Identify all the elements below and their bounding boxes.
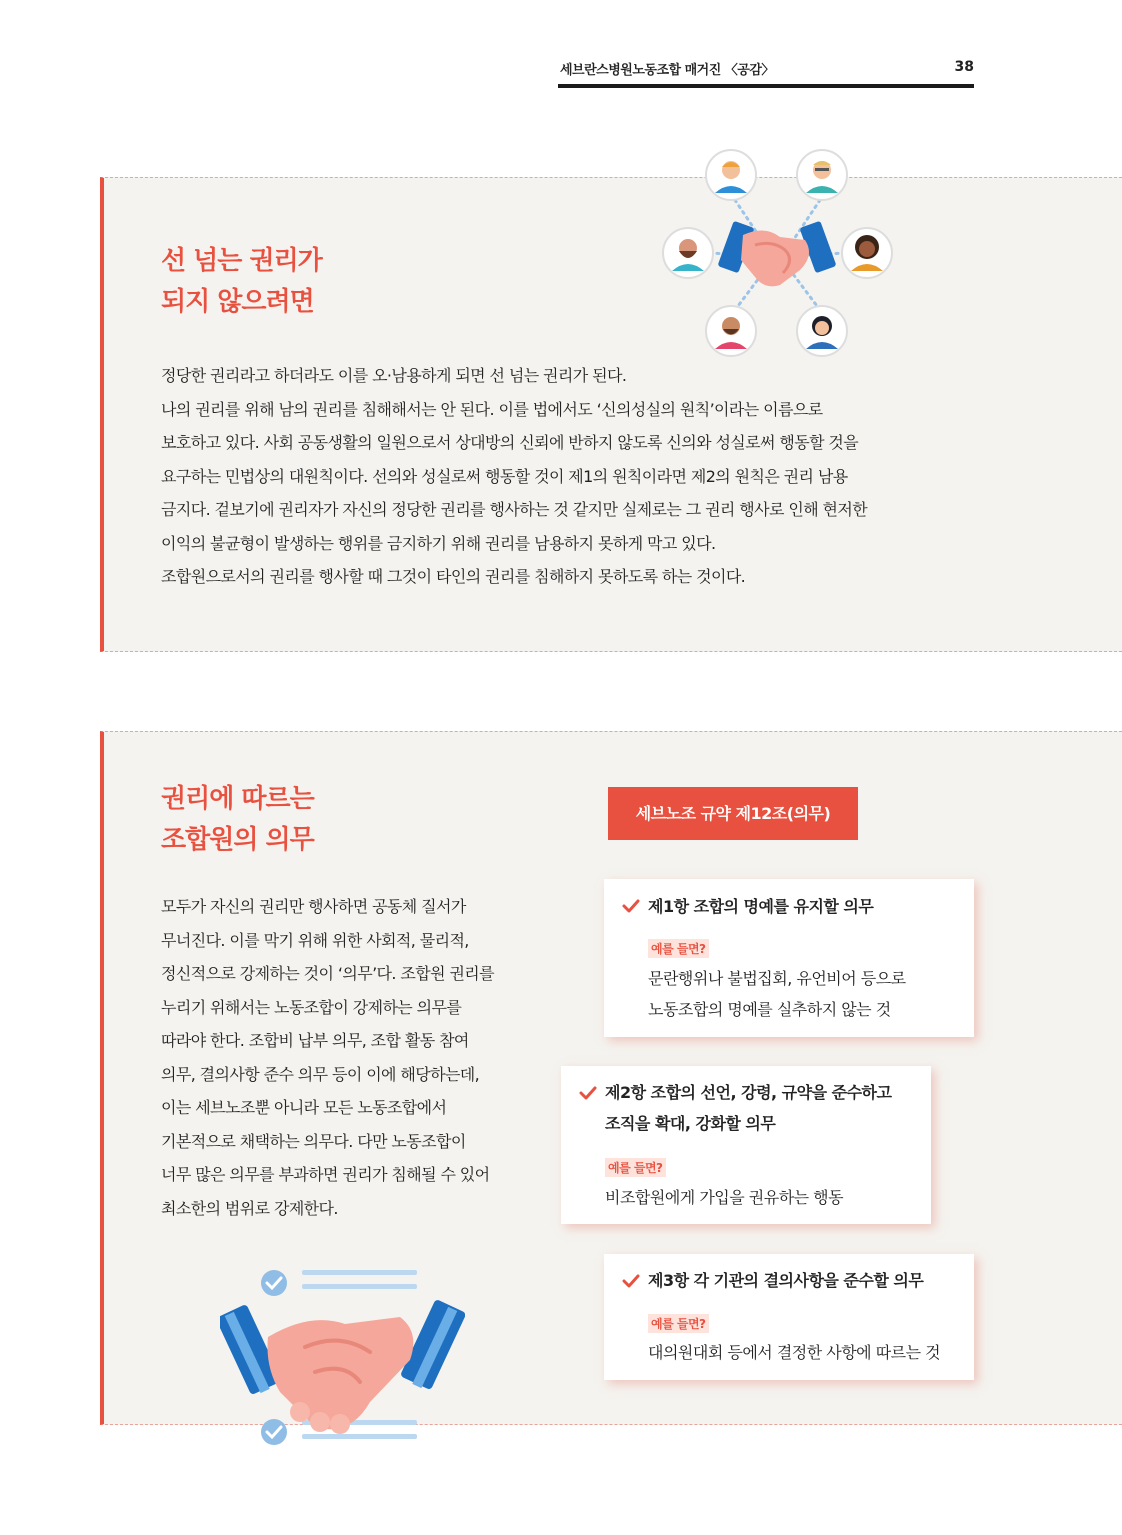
example-label: 예를 들면? (605, 1158, 666, 1177)
paragraph-line: 이익의 불균형이 발생하는 행위를 금지하기 위해 권리를 남용하지 못하게 막고 있다. (161, 533, 716, 553)
rule-article-tag: 세브노조 규약 제12조(의무) (608, 787, 858, 840)
duty-description (605, 1182, 843, 1213)
paragraph-line: 보호하고 있다. 사회 공동생활의 일원으로서 상대방의 신뢰에 반하지 않도록 신의와 성실로써 행동할 것을 (161, 433, 859, 452)
paragraph-line: 이는 세브노조뿐 아니라 모든 노동조합에서 (161, 1098, 447, 1117)
duty-title (648, 1265, 923, 1296)
paragraph-line: 의무, 결의사항 준수 의무 등이 이에 해당하는데, (161, 1064, 480, 1084)
handshake-icon (717, 221, 836, 287)
section1-paragraph (161, 359, 867, 594)
example-label: 예를 들면? (648, 939, 709, 958)
duty-title-line: 제2항 조합의 선언, 강령, 규약을 준수하고 (605, 1083, 892, 1102)
person-avatar-icon (797, 306, 847, 356)
duty-description (648, 1337, 940, 1368)
person-avatar-icon (706, 150, 756, 200)
heading-line: 조합원의 의무 (161, 825, 314, 855)
paragraph-line: 따라야 한다. 조합비 납부 의무, 조합 활동 참여 (161, 1031, 469, 1050)
duty-title-line: 제1항 조합의 명예를 유지할 의무 (648, 897, 874, 916)
duty-title-line: 제3항 각 기관의 결의사항을 준수할 의무 (648, 1271, 924, 1290)
duty-title (648, 891, 873, 922)
paragraph-line: 무너진다. 이를 막기 위해 위한 사회적, 물리적, (161, 930, 469, 950)
example-label: 예를 들면? (648, 1314, 709, 1333)
section-rights-boundary (100, 177, 1122, 652)
section1-heading (161, 241, 322, 323)
paragraph-line: 금지다. 겉보기에 권리자가 자신의 정당한 권리를 행사하는 것 같지만 실제로는 그 권리 행사로 인해 현저한 (161, 500, 868, 519)
section2-heading (161, 779, 314, 861)
paragraph-line: 기본적으로 채택하는 의무다. 다만 노동조합이 (161, 1131, 466, 1151)
check-icon (622, 897, 640, 915)
handshake-network-illustration (655, 145, 900, 360)
duty-card-2 (561, 1066, 931, 1224)
person-avatar-icon (663, 228, 713, 278)
heading-line: 되지 않으려면 (161, 287, 314, 317)
handshake-icon (220, 1299, 465, 1434)
section2-paragraph (161, 890, 494, 1225)
paragraph-line: 최소한의 범위로 강제한다. (161, 1198, 338, 1218)
paragraph-line: 정당한 권리라고 하더라도 이를 오·남용하게 되면 선 넘는 권리가 된다. (161, 366, 627, 385)
paragraph-line: 정신적으로 강제하는 것이 ‘의무’다. 조합원 권리를 (161, 964, 495, 983)
duty-desc-line: 대의원대회 등에서 결정한 사항에 따르는 것 (648, 1343, 941, 1362)
check-icon (622, 1272, 640, 1290)
duty-title (605, 1077, 891, 1139)
handshake-checklist-illustration (220, 1262, 465, 1452)
duty-desc-line: 비조합원에게 가입을 권유하는 행동 (605, 1188, 844, 1207)
person-avatar-icon (797, 150, 847, 200)
header-rule (558, 84, 974, 88)
paragraph-line: 너무 많은 의무를 부과하면 권리가 침해될 수 있어 (161, 1165, 490, 1184)
page-number: 38 (954, 59, 974, 75)
check-icon (579, 1084, 597, 1102)
paragraph-line: 조합원으로서의 권리를 행사할 때 그것이 타인의 권리를 침해하지 못하도록 하는 것이다. (161, 567, 746, 586)
paragraph-line: 누리기 위해서는 노동조합이 강제하는 의무를 (161, 997, 462, 1017)
duty-title-line: 조직을 확대, 강화할 의무 (605, 1114, 776, 1133)
duty-desc-line: 노동조합의 명예를 실추하지 않는 것 (648, 1000, 891, 1019)
paragraph-line: 요구하는 민법상의 대원칙이다. 선의와 성실로써 행동할 것이 제1의 원칙이라면 제2의 원칙은 권리 남용 (161, 466, 848, 486)
magazine-title: 세브란스병원노동조합 매거진 〈공감〉 (560, 63, 774, 78)
heading-line: 권리에 따르는 (161, 784, 314, 814)
duty-card-3 (604, 1254, 974, 1380)
paragraph-line: 모두가 자신의 권리만 행사하면 공동체 질서가 (161, 897, 466, 916)
heading-line: 선 넘는 권리가 (161, 246, 322, 276)
person-avatar-icon (842, 228, 892, 278)
paragraph-line: 나의 권리를 위해 남의 권리를 침해해서는 안 된다. 이를 법에서도 ‘신의성실의 원칙’이라는 이름으로 (161, 399, 823, 419)
person-avatar-icon (706, 306, 756, 356)
duty-description (648, 963, 906, 1025)
duty-desc-line: 문란행위나 불법집회, 유언비어 등으로 (648, 969, 906, 988)
duty-card-1 (604, 879, 974, 1037)
